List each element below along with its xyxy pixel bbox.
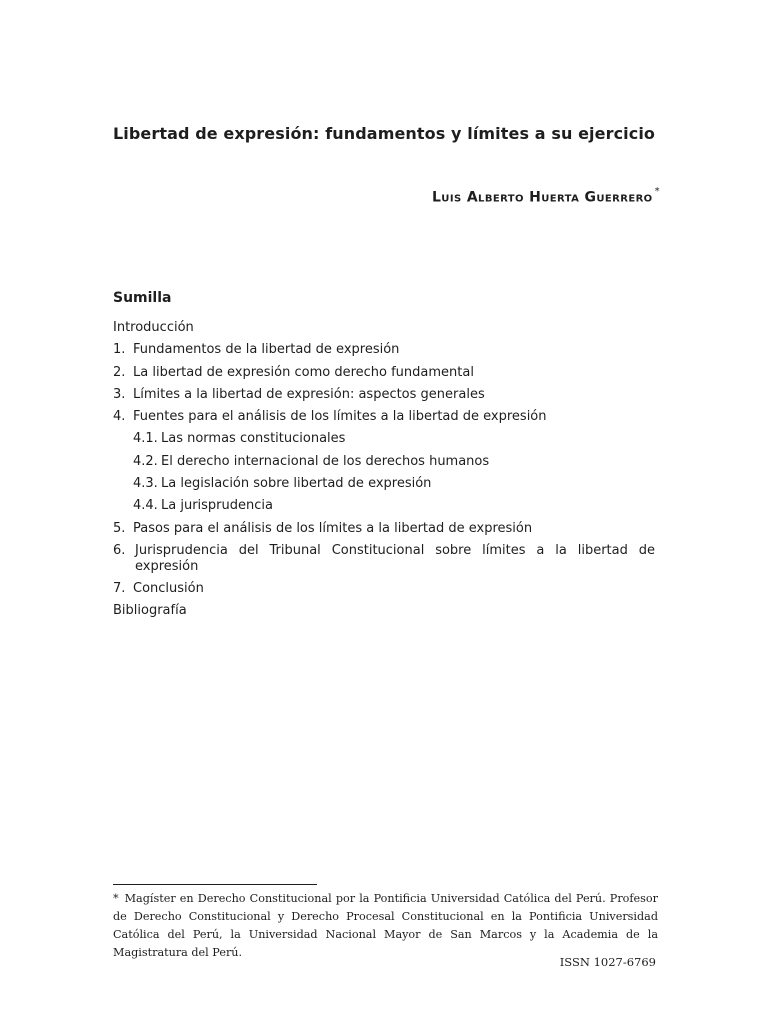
toc-subitem (113, 473, 655, 495)
toc-subitem (113, 428, 655, 450)
toc-item (113, 384, 655, 406)
footnote-divider (113, 884, 317, 885)
toc-item-text: El derecho internacional de los derechos humanos (161, 453, 490, 469)
toc-item-text: Límites a la libertad de expresión: aspectos generales (133, 386, 485, 402)
toc-item (113, 518, 655, 540)
toc-item-number: 4. (113, 409, 126, 425)
toc-item (113, 362, 655, 384)
toc-item-number: 7. (113, 580, 126, 596)
table-of-contents (113, 317, 655, 623)
toc-item-number: 2. (113, 364, 126, 380)
toc-item-text: Fuentes para el análisis de los límites a la libertad de expresión (133, 409, 547, 425)
toc-item-number: 5. (113, 520, 126, 536)
footnote (113, 890, 658, 962)
footnote-text: Magíster en Derecho Constitucional por la Pontificia Universidad Católica del Perú. Profesor de Derecho Constitucional y Derecho Procesal Constitucional en la Pontificia Universidad Católica del Perú, la Universidad Nacional Mayor de San Marcos y la Academia de la Magistratura del Perú. (113, 892, 658, 959)
toc-item-number: 4.3. (133, 476, 158, 492)
toc-item (113, 540, 655, 578)
toc-item-introduction (113, 317, 655, 339)
toc-item-text: La legislación sobre libertad de expresión (161, 476, 432, 492)
author-line (432, 188, 660, 206)
article-title: Libertad de expresión: fundamentos y límites a su ejercicio (112, 124, 656, 143)
toc-item-text: La jurisprudencia (161, 498, 273, 514)
toc-item-text: Introducción (113, 320, 194, 335)
toc-item-number: 4.4. (133, 498, 158, 514)
toc-item (113, 578, 655, 600)
toc-item-text: Jurisprudencia del Tribunal Constitucional sobre límites a la libertad de expresión (135, 542, 655, 574)
footnote-mark: * (113, 892, 119, 905)
toc-subitem (113, 495, 655, 517)
toc-item-bibliography (113, 600, 655, 622)
toc-item-text: La libertad de expresión como derecho fundamental (133, 364, 474, 380)
toc-item-number: 6. (113, 542, 126, 558)
toc-item (113, 406, 655, 428)
issn-number: ISSN 1027-6769 (559, 955, 656, 969)
toc-subitem (113, 451, 655, 473)
toc-item-text: Conclusión (133, 580, 204, 596)
author-name: Luis Alberto Huerta Guerrero (431, 189, 653, 206)
toc-item-number: 4.2. (133, 453, 158, 469)
toc-item (113, 339, 655, 361)
toc-item-number: 3. (113, 386, 126, 402)
toc-item-text: Fundamentos de la libertad de expresión (133, 342, 400, 358)
toc-item-text: Bibliografía (113, 603, 187, 619)
toc-item-text: Pasos para el análisis de los límites a la libertad de expresión (133, 520, 533, 536)
summary-heading: Sumilla (113, 290, 172, 306)
toc-item-text: Las normas constitucionales (161, 431, 346, 447)
toc-item-number: 4.1. (133, 431, 158, 447)
toc-item-number: 1. (113, 342, 126, 358)
author-footnote-mark[interactable]: * (654, 186, 660, 197)
